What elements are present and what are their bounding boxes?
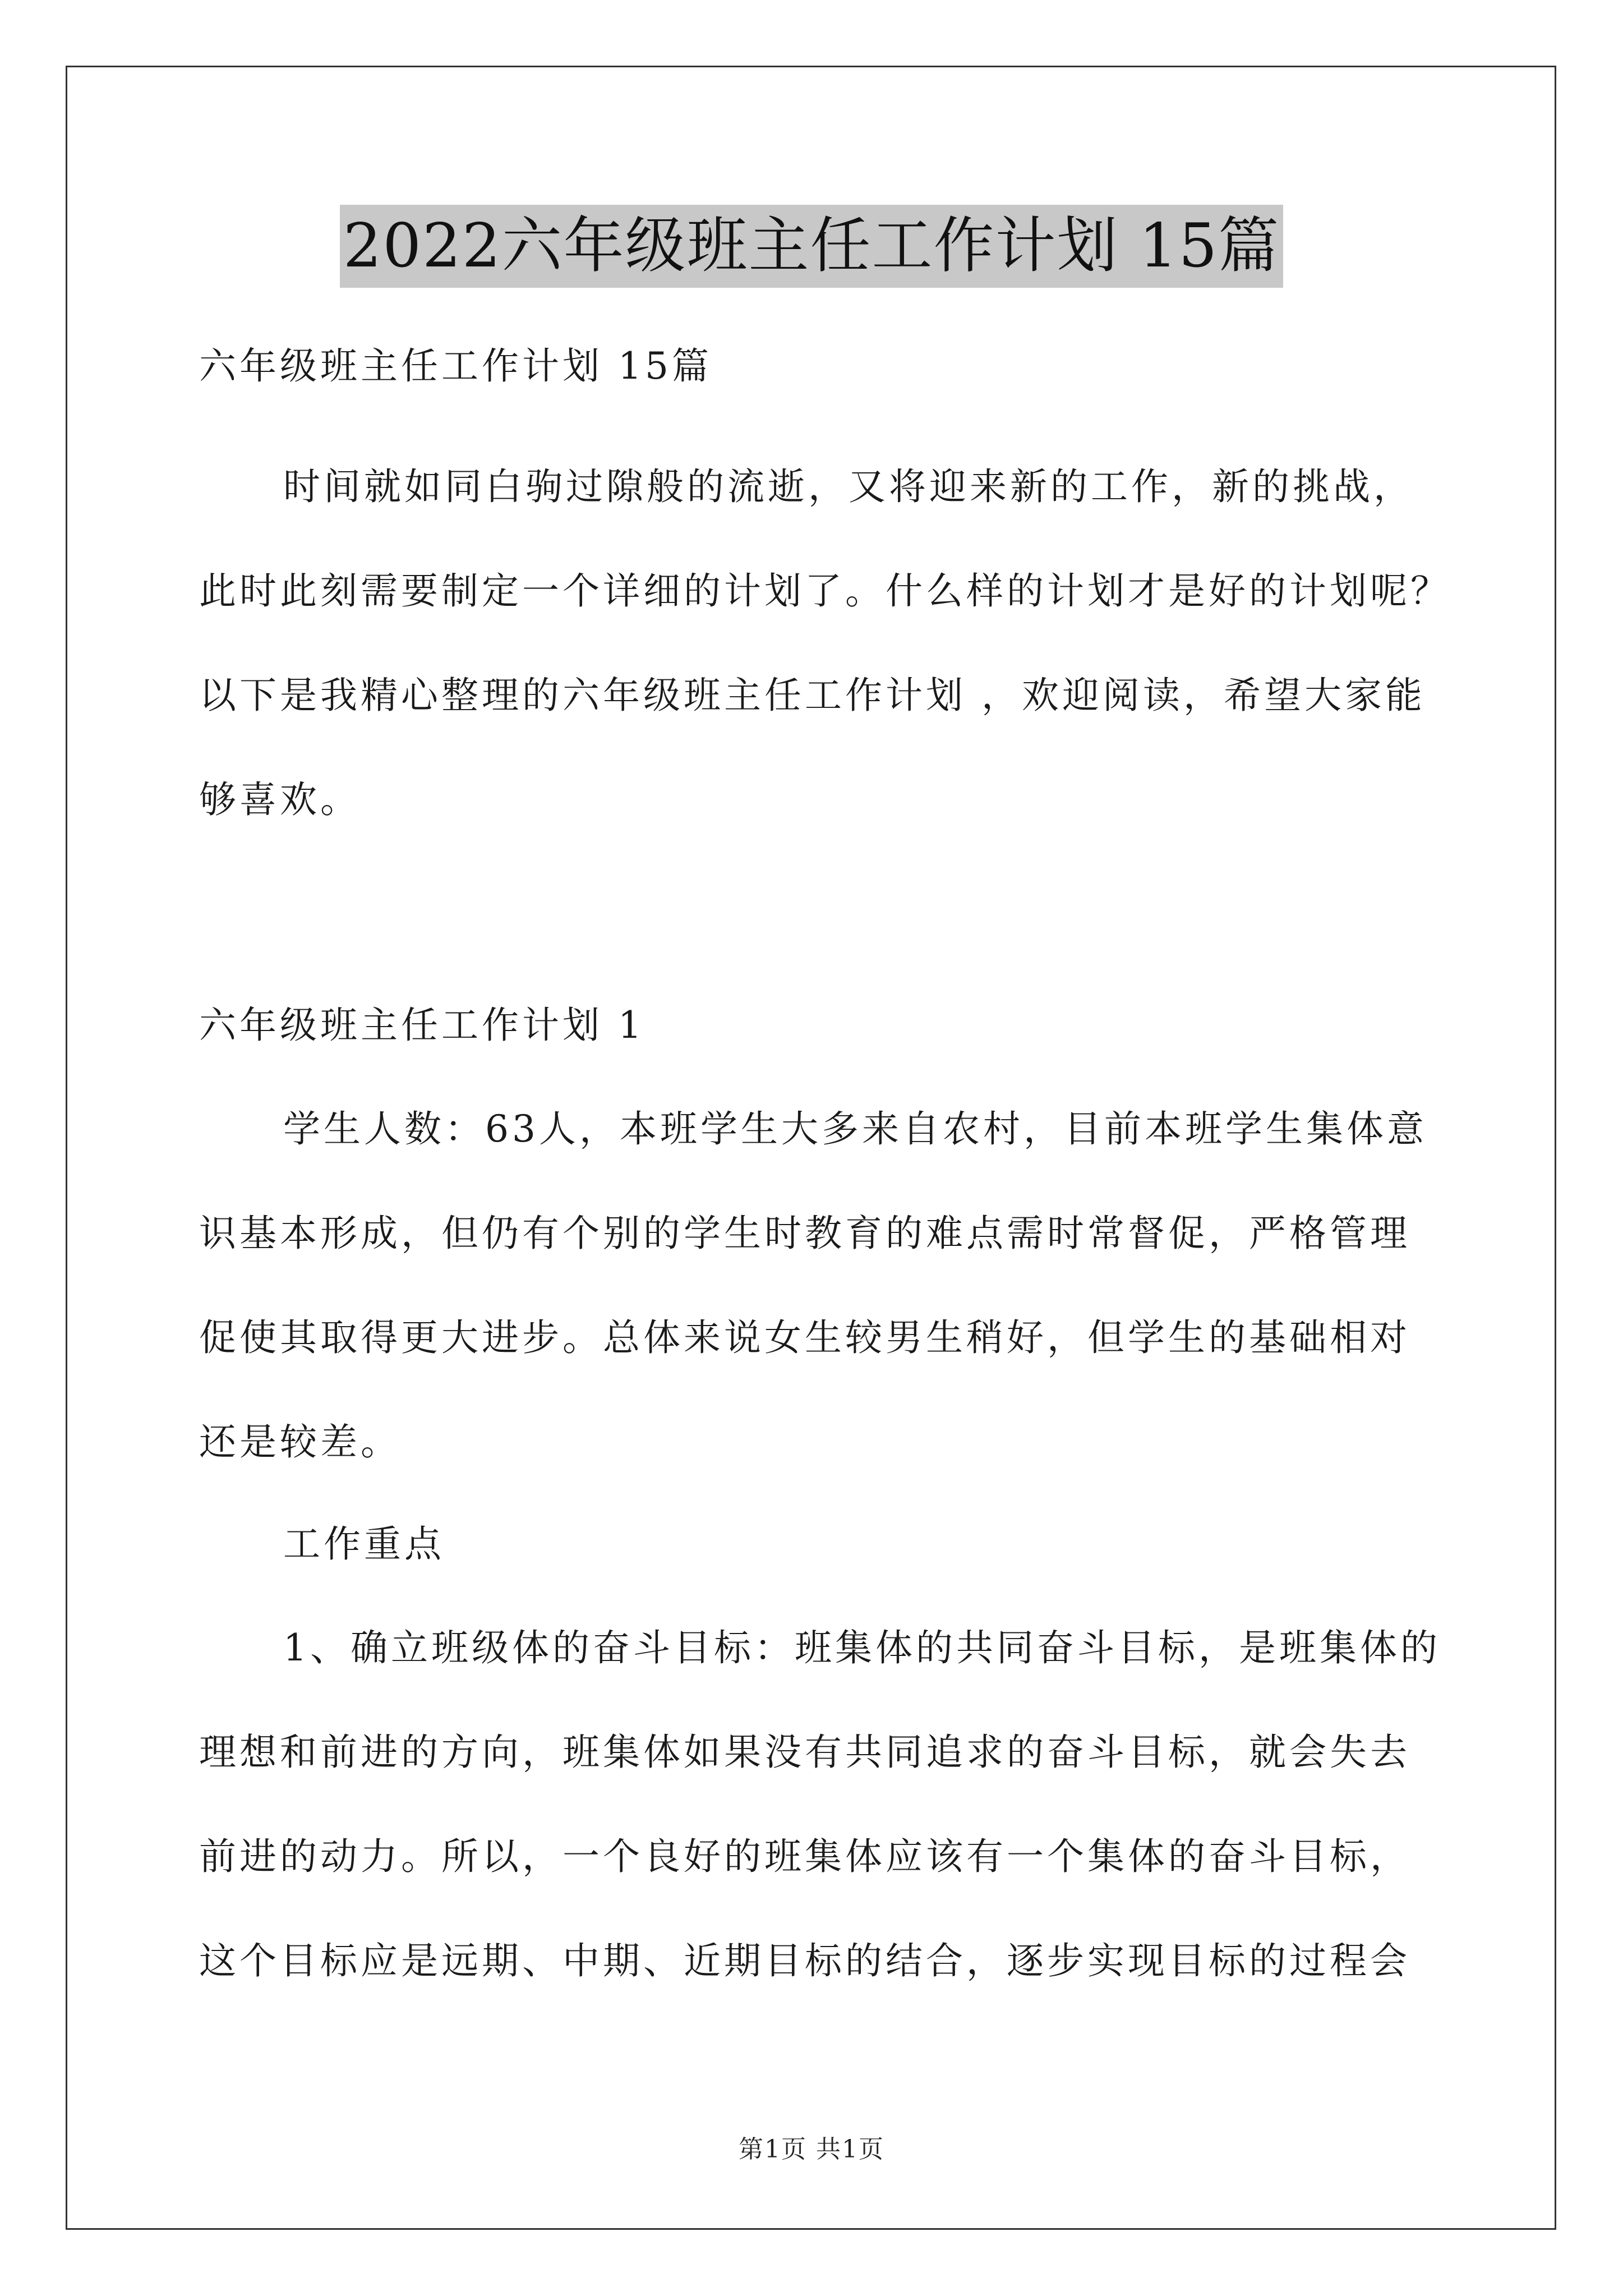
intro-paragraph [199,435,1451,852]
students-line: 还是较差。 [199,1420,401,1464]
students-line: 学生人数：63人，本班学生大多来自农村，目前本班学生集体意 [283,1107,1427,1151]
intro-line: 此时此刻需要制定一个详细的计划了。什么样的计划才是好的计划呢？ [199,569,1451,613]
point-1-line: 理想和前进的方向，班集体如果没有共同追求的奋斗目标，就会失去 [199,1731,1410,1774]
point-1-line: 这个目标应是远期、中期、近期目标的结合，逐步实现目标的过程会 [199,1939,1410,1982]
page-footer: 第1页 共1页 [739,2135,884,2164]
intro-line: 够喜欢。 [199,778,361,821]
section-1-heading: 六年级班主任工作计划 1 [199,1004,645,1047]
students-paragraph [199,1077,1433,1494]
point-1-line: 前进的动力。所以，一个良好的班集体应该有一个集体的奋斗目标， [199,1835,1410,1878]
point-1-paragraph [199,1596,1441,2013]
document-subtitle: 六年级班主任工作计划 15篇 [199,344,712,388]
point-1-line: 1、确立班级体的奋斗目标：班集体的共同奋斗目标，是班集体的 [283,1626,1441,1669]
intro-line: 以下是我精心整理的六年级班主任工作计划 ，欢迎阅读，希望大家能 [199,674,1426,717]
focus-heading: 工作重点 [283,1522,445,1566]
intro-line: 时间就如同白驹过隙般的流逝，又将迎来新的工作，新的挑战， [283,465,1414,508]
document-title: 2022六年级班主任工作计划 15篇 [340,205,1284,288]
title-wrap [0,205,1623,288]
students-line: 促使其取得更大进步。总体来说女生较男生稍好，但学生的基础相对 [199,1316,1410,1359]
students-line: 识基本形成，但仍有个别的学生时教育的难点需时常督促，严格管理 [199,1212,1410,1255]
